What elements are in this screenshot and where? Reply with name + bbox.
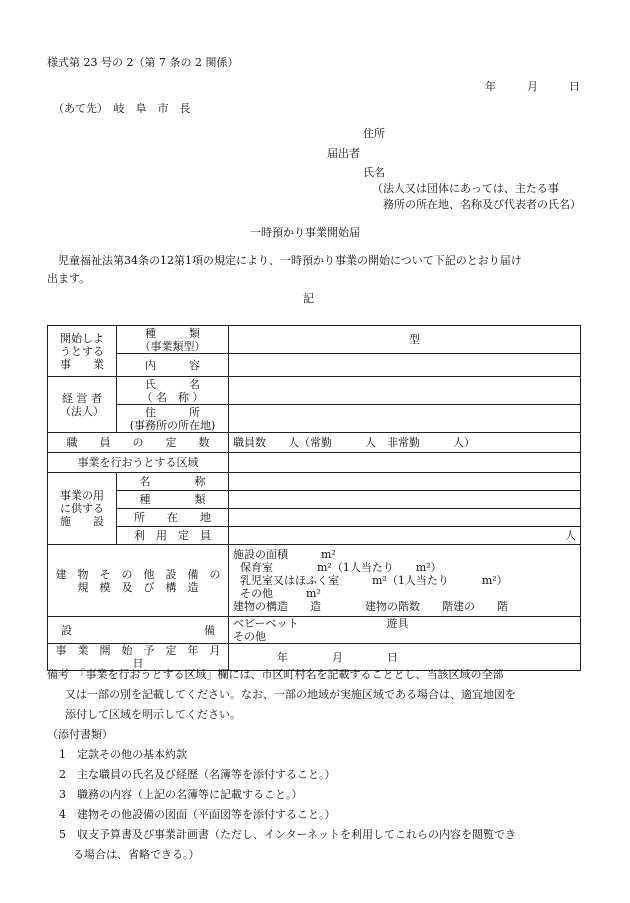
attachments-title: （添付書類） (47, 728, 113, 741)
name-label: 氏名 (363, 166, 385, 179)
ki-marker: 記 (303, 292, 314, 305)
date-line (485, 80, 580, 94)
start-date-field[interactable]: 年 月 日 (229, 644, 581, 671)
attachment-item: 4 建物その他設備の図面（平面図等を添付すること。） (59, 808, 336, 821)
body-text-line1: 児童福祉法第34条の12第1項の規定により、一時預かり事業の開始について下記のとおり届け (58, 254, 522, 267)
attachment-item: 2 主な職員の氏名及び経歴（名簿等を添付すること。） (59, 768, 336, 781)
equipment-label: 設 備 (48, 617, 229, 644)
business-header-line3: 事 業 (60, 357, 104, 371)
operator-header-cell (48, 377, 117, 433)
business-content-field[interactable] (229, 354, 581, 377)
facility-header-cell (48, 473, 117, 545)
application-form-table (47, 325, 581, 671)
operator-name-label (117, 377, 229, 405)
operator-address-line1: 住 所 (145, 405, 200, 419)
nursery-room-line: 保育室 m²（1人当たり m²） (233, 561, 442, 574)
building-label-line1: 建 物 そ の 他 設 備 の (55, 567, 221, 581)
equipment-field[interactable] (229, 617, 581, 644)
day-label: 日 (569, 80, 580, 93)
start-date-label: 事 業 開 始 予 定 年 月 日 (48, 644, 229, 671)
staff-count-field[interactable]: 職員数 人（常勤 人 非常勤 人） (229, 433, 581, 453)
facility-capacity-field[interactable] (229, 527, 581, 545)
business-type-label (117, 326, 229, 354)
attachment-item: 3 職務の内容（上記の名簿等に記載すること。） (59, 788, 303, 801)
operator-header-line2: （法人） (60, 404, 104, 418)
month-label: 月 (527, 80, 538, 93)
facility-header-line1: 事業の用 (60, 489, 104, 502)
facility-location-label: 所 在 地 (117, 509, 229, 527)
operator-address-line2: (事務所の所在地) (129, 418, 216, 432)
operator-name-field[interactable] (229, 377, 581, 405)
service-area-label: 事業を行おうとする区域 (48, 453, 229, 473)
addressee: （あて先） 岐 阜 市 長 (53, 102, 191, 115)
attachment-item-continued: る場合は、省略できる。） (73, 848, 200, 861)
business-header-line1: 開始しよ (60, 331, 104, 345)
business-content-label: 内 容 (117, 354, 229, 377)
building-label-line2: 規 模 及 び 構 造 (77, 580, 199, 594)
facility-name-field[interactable] (229, 473, 581, 491)
type-suffix: 型 (409, 333, 420, 346)
corporate-note-line1: （法人又は団体にあっては、主たる事 (372, 182, 559, 195)
business-header-line2: うとする (60, 344, 104, 358)
remarks-section (47, 665, 581, 865)
remarks-line1: 備考 「事業を行おうとする区域」欄には、市区町村名を記載することとし、当該区域の全部 (47, 668, 504, 681)
building-structure-label (48, 545, 229, 617)
facility-location-field[interactable] (229, 509, 581, 527)
service-area-field[interactable] (229, 453, 581, 473)
infant-room-line: 乳児室又はほふく室 m²（1人当たり m²） (233, 574, 508, 587)
corporate-note-line2: 務所の所在地、名称及び代表者の氏名） (383, 198, 581, 211)
attachment-item: 5 収支予算書及び事業計画書（ただし、インターネットを利用してこれらの内容を閲覧でき (59, 828, 517, 841)
remarks-line2: 又は一部の別を記載してください。なお、一部の地域が実施区域である場合は、適宜地図を (65, 688, 516, 701)
year-label: 年 (485, 80, 496, 93)
type-label-line2: （事業類型） (139, 339, 206, 353)
business-header-cell (48, 326, 117, 377)
area-line: 施設の面積 m² (233, 548, 336, 561)
operator-address-field[interactable] (229, 405, 581, 433)
capacity-unit: 人 (565, 529, 576, 542)
facility-header-line2: に供する (60, 502, 104, 515)
operator-name-line1: 氏 名 (145, 377, 200, 391)
attachment-item: 1 定款その他の基本約款 (59, 748, 187, 761)
facility-type-field[interactable] (229, 491, 581, 509)
operator-header-line1: 経 営 者 (62, 391, 102, 405)
facility-type-label: 種 類 (117, 491, 229, 509)
document-title: 一時預かり事業開始届 (250, 226, 360, 239)
form-number: 様式第 23 号の 2（第 7 条の 2 関係） (47, 56, 239, 69)
operator-address-label (117, 405, 229, 433)
facility-capacity-label: 利 用 定 員 (117, 527, 229, 545)
equipment-line1: ベビーベット 遊具 (233, 617, 409, 630)
equipment-line2: その他 (233, 630, 266, 643)
operator-name-line2: （ 名 称 ） (141, 390, 204, 404)
building-structure-field[interactable] (229, 545, 581, 617)
body-text-line2: 出ます。 (47, 272, 91, 285)
remarks-line3: 添付して区域を明示してください。 (65, 708, 241, 721)
facility-name-label: 名 称 (117, 473, 229, 491)
facility-header-line3: 施 設 (60, 515, 104, 528)
structure-floors-line: 建物の構造 造 建物の階数 階建の 階 (233, 600, 508, 613)
type-label-line1: 種 類 (145, 326, 200, 340)
business-type-field[interactable] (229, 326, 581, 354)
other-area-line: その他 m² (233, 587, 321, 600)
address-label: 住所 (363, 127, 385, 140)
staff-count-label: 職 員 の 定 数 (48, 433, 229, 453)
notifier-label: 届出者 (327, 147, 360, 160)
